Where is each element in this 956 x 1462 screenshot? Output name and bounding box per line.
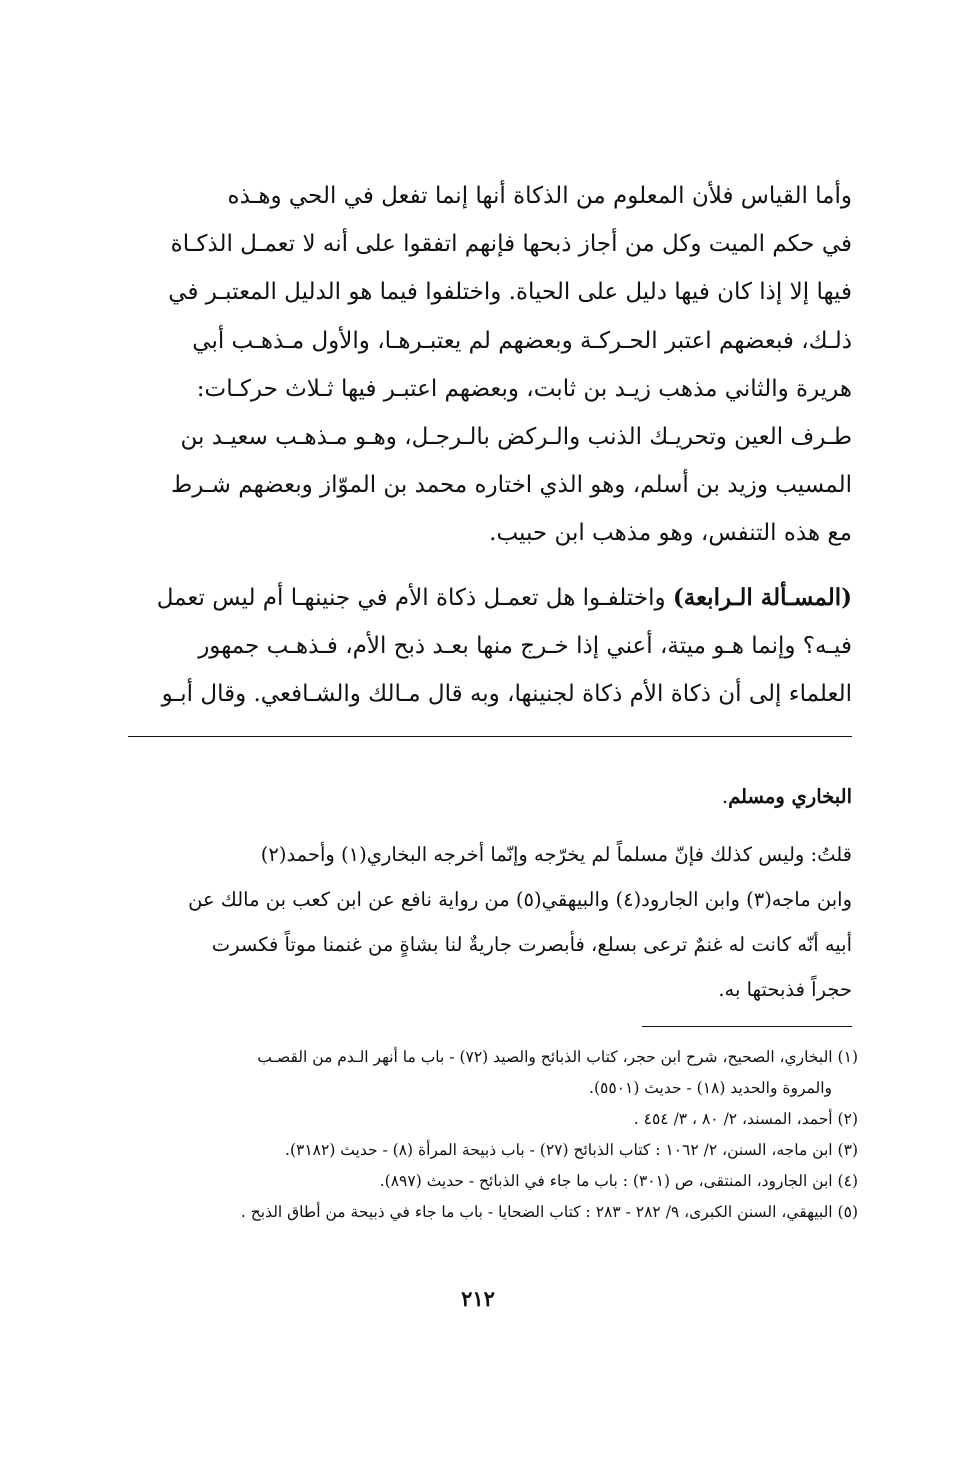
text-line: فيها إلا إذا كان فيها دليل على الحياة. واختلفوا فيما هو الدليل المعتبـر في (168, 279, 852, 306)
text-line: هريرة والثاني مذهب زيـد بن ثابت، وبعضهم اعتبـر فيها ثـلاث حركـات: (196, 375, 852, 402)
footnote-text: أحمد، المسند، ٢/ ٨٠ ، ٣/ ٤٥٤ . (633, 1110, 833, 1128)
bold-run: البخاري ومسلم (728, 785, 852, 808)
footnote-number: (٢) (837, 1110, 858, 1128)
commentary-paragraph (128, 832, 852, 1012)
page-number: ٢١٢ (461, 1286, 495, 1311)
text-line: طـرف العين وتحريـك الذنب والـركض بالـرجـل، وهـو مـذهـب سعيـد بن (180, 424, 852, 451)
commentary-continuation (128, 774, 852, 819)
text-line: في حكم الميت وكل من أجاز ذبحها فإنهم اتفقوا على أنه لا تعمـل الذكـاة (170, 231, 852, 258)
footnote-item (128, 1073, 858, 1104)
text-line: العلماء إلى أن ذكاة الأم ذكاة لجنينها، وبه قال مـالك والشـافعي. وقال أبـو (161, 681, 852, 708)
section-heading: (المسـألة الـرابعة) (672, 584, 852, 611)
footnote-item (128, 1135, 858, 1166)
text-line: المسيب وزيد بن أسلم، وهو الذي اختاره محمد بن الموّاز وبعضهم شـرط (170, 472, 852, 499)
text-line: وأما القياس فلأن المعلوم من الذكاة أنها إنما تفعل في الحي وهـذه (227, 183, 852, 209)
footnote-number: (٣) (837, 1141, 858, 1159)
footnote-item (128, 1166, 858, 1197)
footnote-number: (٤) (837, 1172, 858, 1190)
text-line: أبيه أنّه كانت له غنمٌ ترعى بسلع، فأبصرت جاريةٌ لنا بشاةٍ من غنمنا موتاً فكسرت (211, 933, 852, 956)
text-line: وابن ماجه(٣) وابن الجارود(٤) والبيهقي(٥) من رواية نافع عن ابن كعب بن مالك عن (188, 888, 852, 911)
footnote-text: ابن ماجه، السنن، ٢/ ١٠٦٢ : كتاب الذبائح (٢٧) - باب ذبيحة المرأة (٨) - حديث (٣١٨٢). (285, 1141, 833, 1159)
footnotes (128, 1042, 858, 1228)
footnote-item (128, 1042, 858, 1073)
text-line: مع هذه التنفس، وهو مذهب ابن حبيب. (489, 520, 852, 547)
text-line (128, 774, 852, 819)
text-run: . (721, 785, 729, 808)
main-text-divider (128, 736, 852, 737)
footnote-text: البخاري، الصحيح، شرح ابن حجر، كتاب الذبائح والصيد (٧٢) - باب ما أنهر الـدم من القصـب (257, 1048, 833, 1066)
footnote-text: ابن الجارود، المنتقى، ص (٣٠١) : باب ما جاء في الذبائح - حديث (٨٩٧). (379, 1172, 833, 1190)
text-run: واختلفـوا هل تعمـل ذكاة الأم في جنينهـا أم ليس تعمل (156, 585, 673, 611)
text-line (128, 574, 852, 622)
footnote-divider (642, 1026, 852, 1027)
text-line: حجراً فذبحتها به. (718, 978, 852, 1001)
footnote-number: (١) (837, 1048, 858, 1066)
footnote-text: البيهقي، السنن الكبرى، ٩/ ٢٨٢ - ٢٨٣ : كتاب الضحايا - باب ما جاء في ذبيحة من أطاق الذبح . (240, 1203, 833, 1221)
main-paragraph-1 (128, 172, 852, 558)
footnote-item (128, 1197, 858, 1228)
footnote-text: والمروة والحديد (١٨) - حديث (٥٥٠١). (589, 1079, 832, 1097)
footnote-item (128, 1104, 858, 1135)
footnote-number: (٥) (837, 1203, 858, 1221)
text-line: ذلـك، فبعضهم اعتبر الحـركـة وبعضهم لم يعتبـرهـا، والأول مـذهـب أبي (192, 327, 852, 354)
main-paragraph-2 (128, 574, 852, 719)
text-line: قلتُ: وليس كذلك فإنّ مسلماً لم يخرّجه وإنّما أخرجه البخاري(١) وأحمد(٢) (260, 843, 852, 866)
text-line: فيـه؟ وإنما هـو ميتة، أعني إذا خـرج منها بعـد ذبح الأم، فـذهـب جمهور (198, 633, 852, 660)
